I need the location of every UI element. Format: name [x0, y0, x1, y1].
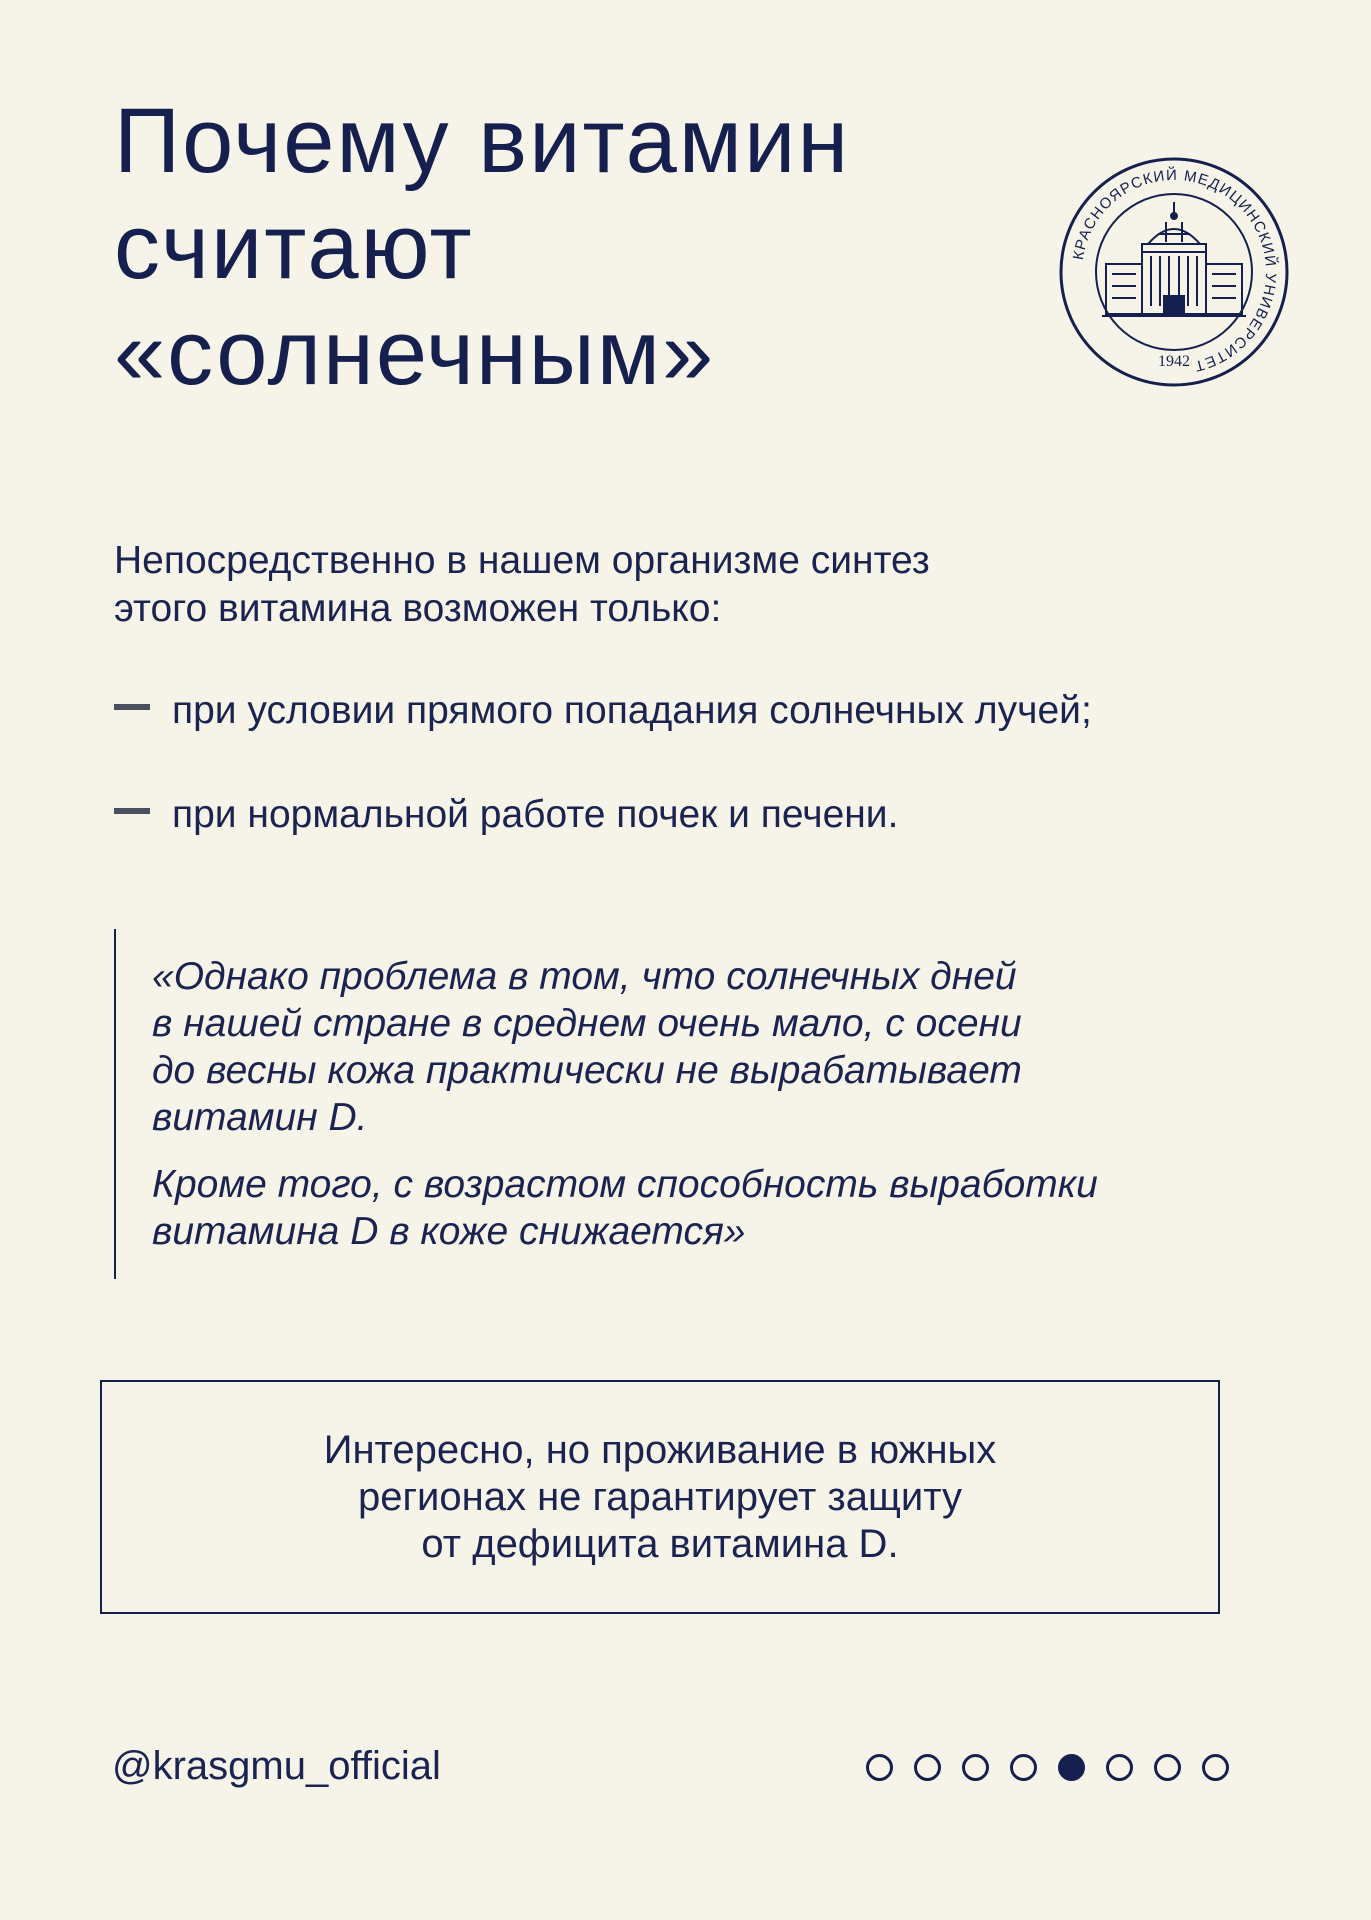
title-line-2: считают [114, 196, 474, 298]
pagination-dot[interactable] [1106, 1754, 1133, 1781]
quote-line: Кроме того, с возрастом способность выработки [152, 1163, 1098, 1206]
list-item [114, 787, 1092, 843]
page-title [114, 88, 914, 406]
fact-box [100, 1380, 1220, 1614]
svg-text:КРАСНОЯРСКИЙ МЕДИЦИНСКИЙ УНИВЕ: КРАСНОЯРСКИЙ МЕДИЦИНСКИЙ УНИВЕРСИТЕТ [1069, 166, 1280, 375]
pagination-dot[interactable] [1010, 1754, 1037, 1781]
quote-line: в нашей стране в среднем очень мало, с осени [152, 1002, 1022, 1045]
fact-line-3: от дефицита витамина D. [421, 1521, 899, 1566]
intro-text [114, 537, 1264, 633]
account-handle: @krasgmu_official [112, 1744, 441, 1788]
quote-paragraph-1 [116, 929, 1266, 1141]
pagination-dots [866, 1754, 1229, 1781]
fact-line-2: регионах не гарантирует защиту [357, 1474, 963, 1519]
svg-text:1942: 1942 [1158, 353, 1190, 370]
pagination-dot[interactable] [866, 1754, 893, 1781]
university-seal-logo [1058, 156, 1290, 388]
title-line-3: «солнечным» [114, 302, 716, 404]
pagination-dot[interactable] [962, 1754, 989, 1781]
quote-line: до весны кожа практически не вырабатывает [152, 1049, 1022, 1092]
intro-line-2: этого витамина возможен только: [114, 587, 722, 630]
quote-paragraph-2 [116, 1141, 1266, 1255]
list-item-text: при условии прямого попадания солнечных лучей; [172, 689, 1092, 732]
quote-line: витамина D в коже снижается» [152, 1210, 746, 1253]
fact-line-1: Интересно, но проживание в южных [323, 1427, 997, 1472]
pagination-dot[interactable] [914, 1754, 941, 1781]
list-item-text: при нормальной работе почек и печени. [172, 793, 899, 836]
pagination-dot-active[interactable] [1058, 1754, 1085, 1781]
dash-icon [114, 704, 150, 710]
pagination-dot[interactable] [1202, 1754, 1229, 1781]
quote-line: «Однако проблема в том, что солнечных дней [152, 955, 1017, 998]
intro-line-1: Непосредственно в нашем организме синтез [114, 539, 930, 582]
university-building-icon [1102, 202, 1246, 316]
title-line-1: Почему витамин [114, 90, 851, 192]
list-item [114, 683, 1092, 739]
dash-icon [114, 808, 150, 814]
quote-line: витамин D. [152, 1096, 368, 1139]
pagination-dot[interactable] [1154, 1754, 1181, 1781]
conditions-list [114, 683, 1092, 891]
quote-block [114, 929, 1266, 1279]
